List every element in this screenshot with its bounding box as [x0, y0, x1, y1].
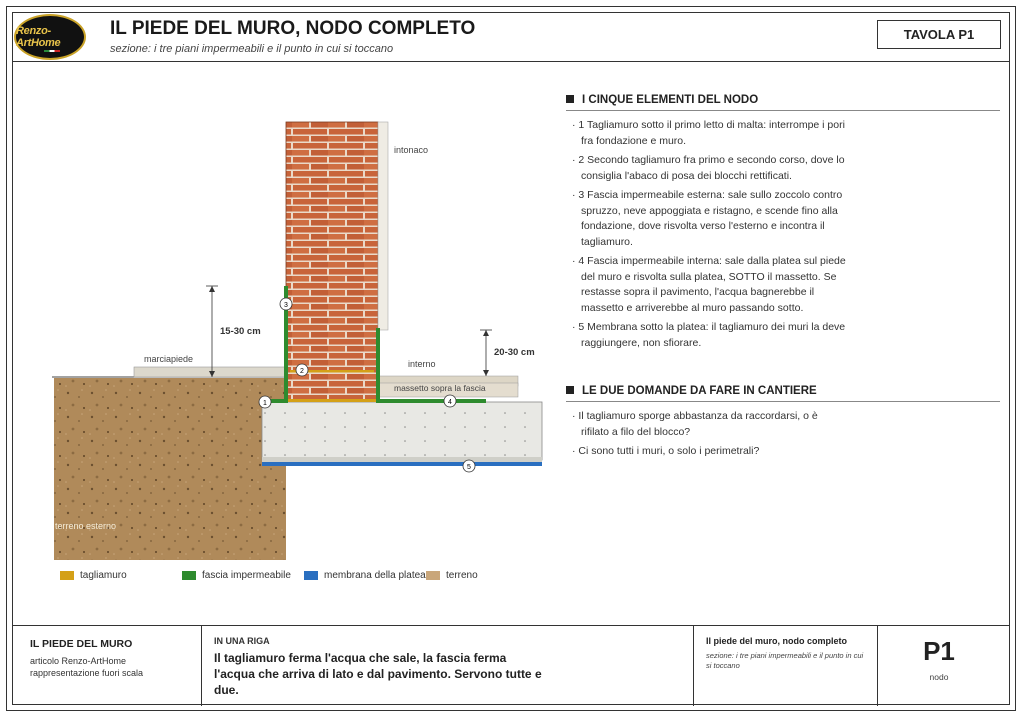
legend-item — [182, 570, 291, 581]
section2-list — [566, 409, 846, 464]
membrana-platea — [262, 462, 542, 466]
marker-2 — [296, 364, 308, 376]
footer-sheet-subtitle: sezione: i tre piani impermeabili e il punto in cui si toccano — [706, 651, 864, 670]
dim-inner-label: 20-30 cm — [494, 347, 535, 358]
legend-label: terreno — [446, 570, 478, 581]
legend-swatch — [304, 571, 318, 580]
label-massetto: massetto sopra la fascia — [394, 383, 486, 393]
soil-mass — [54, 378, 286, 560]
label-intonaco: intonaco — [394, 145, 429, 155]
sheet-code: P1 — [923, 636, 955, 666]
marker-3-label: 3 — [284, 302, 288, 309]
marker-5-label: 5 — [467, 464, 471, 471]
tavola-badge: TAVOLA P1 — [877, 20, 1001, 49]
marker-1-label: 1 — [263, 400, 267, 407]
sheet-code-label: nodo — [929, 672, 949, 682]
platea-underlay — [262, 457, 542, 462]
marker-5 — [463, 460, 475, 472]
list-item: · 3 Fascia impermeabile esterna: sale sullo zoccolo contro spruzzo, neve appoggiata e ristagno, e scende fino alla fondazione, dove risvolta verso l'esterno e incontra il tagliamuro. — [572, 189, 843, 248]
list-item: · 1 Tagliamuro sotto il primo letto di malta: interrompe i pori fra fondazione e muro. — [572, 119, 845, 147]
arrow-up-icon — [483, 330, 489, 336]
legend-item — [304, 570, 426, 581]
marker-3 — [280, 298, 292, 310]
page-subtitle: sezione: i tre piani impermeabili e il punto in cui si toccano — [110, 43, 394, 55]
section1-heading — [566, 94, 758, 106]
list-item: · 2 Secondo tagliamuro fra primo e secondo corso, dove lo consiglia l'abaco di posa dei blocchi rettificati. — [572, 154, 845, 182]
section1-list — [566, 118, 846, 355]
section1-heading-text: I CINQUE ELEMENTI DEL NODO — [582, 94, 759, 106]
arrow-up-icon — [209, 286, 215, 292]
marker-4 — [444, 395, 456, 407]
wall-foot-diagram — [40, 100, 550, 565]
platea-slab — [262, 402, 542, 460]
footer-summary-text: Il tagliamuro ferma l'acqua che sale, la fascia ferma l'acqua che arriva di lato e dal pavimento. Servono tutte e due. — [214, 651, 542, 697]
marker-1 — [259, 396, 271, 408]
section2-divider — [566, 401, 1000, 402]
header-divider — [12, 61, 1010, 62]
list-item: · Il tagliamuro sporge abbastanza da raccordarsi, o è rifilato a filo del blocco? — [572, 410, 818, 438]
square-bullet-icon — [566, 95, 574, 103]
footer-line2: rappresentazione fuori scala — [30, 668, 144, 678]
label-interno: interno — [408, 359, 436, 369]
section1-divider — [566, 110, 1000, 111]
logo — [14, 14, 86, 60]
list-item: · 4 Fascia impermeabile interna: sale dalla platea sul piede del muro e risvolta sulla platea, SOTTO il massetto. Se restasse sopra il pavimento, l'acqua bagnerebbe il massetto e arriverebbe al muro passando sotto. — [572, 255, 846, 314]
footer-col-code — [878, 626, 1000, 706]
legend-swatch — [426, 571, 440, 580]
legend-swatch — [182, 571, 196, 580]
legend-swatch — [60, 571, 74, 580]
legend-label: tagliamuro — [80, 570, 127, 581]
footer-summary-heading: IN UNA RIGA — [214, 636, 270, 646]
tagliamuro-1 — [286, 399, 378, 402]
intonaco-layer — [378, 122, 388, 330]
label-terreno: terreno esterno — [55, 521, 117, 531]
square-bullet-icon — [566, 386, 574, 394]
list-item: · 5 Membrana sotto la platea: il tagliamuro dei muri la deve raggiungere, non sfiorare. — [572, 321, 846, 349]
footer — [12, 625, 1010, 705]
brick-wall — [286, 122, 378, 400]
footer-col-sheet — [694, 626, 878, 706]
page-title: IL PIEDE DEL MURO, NODO COMPLETO — [110, 18, 476, 39]
footer-sheet-title: Il piede del muro, nodo completo — [706, 636, 848, 646]
footer-line1: articolo Renzo-ArtHome — [30, 656, 127, 666]
marker-4-label: 4 — [448, 399, 452, 406]
italian-flag-icon — [44, 50, 60, 52]
legend-item — [60, 570, 127, 581]
arrow-down-icon — [483, 370, 489, 376]
dim-outer-label: 15-30 cm — [220, 326, 261, 337]
section2-heading — [566, 385, 817, 397]
label-marciapiede: marciapiede — [144, 354, 194, 364]
footer-col-article — [12, 626, 202, 706]
list-item: · Ci sono tutti i muri, o solo i perimetrali? — [572, 445, 760, 457]
legend-label: fascia impermeabile — [202, 570, 291, 581]
fascia-interna — [376, 328, 380, 402]
footer-title: IL PIEDE DEL MURO — [30, 638, 133, 650]
marker-2-label: 2 — [300, 368, 304, 375]
fascia-interna-risvolto — [376, 399, 486, 403]
footer-col-summary — [202, 626, 694, 706]
section2-heading-text: LE DUE DOMANDE DA FARE IN CANTIERE — [582, 385, 817, 397]
legend-item — [426, 570, 478, 581]
logo-text: Renzo-ArtHome — [16, 25, 61, 49]
legend-label: membrana della platea — [324, 570, 426, 581]
